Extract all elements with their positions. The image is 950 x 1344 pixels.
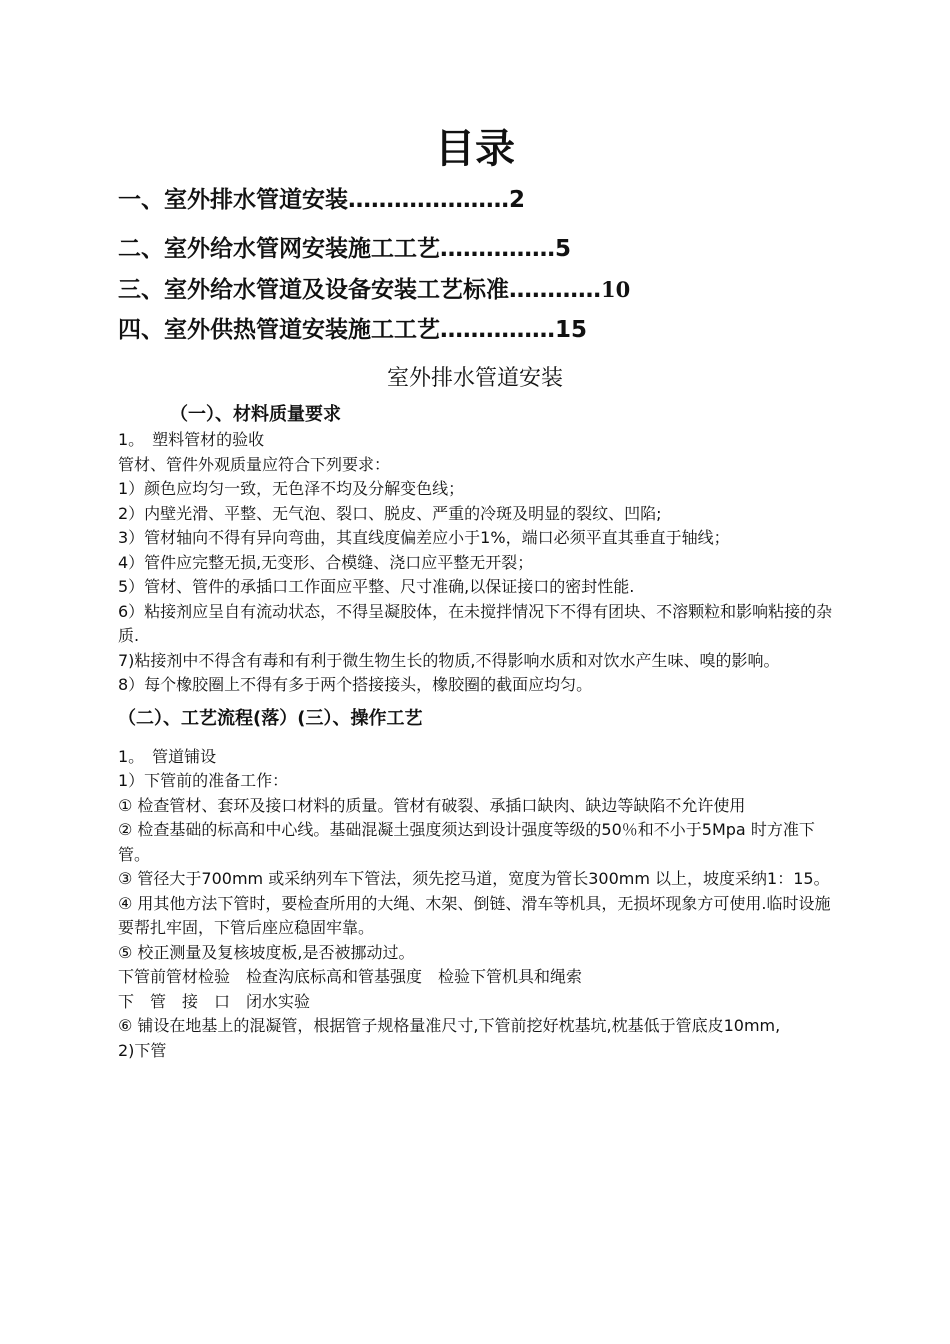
paragraph: ② 检查基础的标高和中心线。基础混凝土强度须达到设计强度等级的50％和不小于5Mpa 时方准下管。: [118, 820, 815, 864]
toc-item-page: 5: [555, 236, 572, 262]
paragraph: 1）颜色应均匀一致，无色泽不均及分解变色线；: [118, 479, 465, 498]
toc-item-dots: …………………: [348, 187, 509, 213]
paragraph: 7)粘接剂中不得含有毒和有利于微生物生长的物质,不得影响水质和对饮水产生味、嗅的影响。: [118, 650, 780, 670]
toc-item-page: 15: [555, 317, 588, 343]
paragraph: 2)下管: [118, 1040, 167, 1060]
toc-item-page: 2: [509, 187, 526, 213]
paragraph: 4）管件应完整无损,无变形、合模缝、浇口应平整无开裂；: [118, 552, 534, 572]
toc-item-label: 三、室外给水管道及设备安装工艺标准: [118, 277, 509, 303]
paragraph: ① 检查管材、套环及接口材料的质量。管材有破裂、承插口缺肉、缺边等缺陷不允许使用: [118, 795, 746, 815]
paragraph: 5）管材、管件的承插口工作面应平整、尺寸准确,以保证接口的密封性能.: [118, 577, 635, 596]
paragraph: ④ 用其他方法下管时，要检查所用的大绳、木架、倒链、滑车等机具，无损坏现象方可使用.临时设施要帮扎牢固，下管后座应稳固牢靠。: [118, 893, 831, 937]
paragraph: 下 管 接 口 闭水实验: [118, 991, 311, 1011]
paragraph: 6）粘接剂应呈自有流动状态，不得呈凝胶体，在未搅拌情况下不得有团块、不溶颗粒和影响粘接的杂质.: [118, 601, 833, 645]
paragraph: 管材、管件外观质量应符合下列要求：: [118, 454, 391, 474]
toc-item: [118, 314, 587, 346]
paragraph: 1）下管前的准备工作：: [118, 771, 289, 790]
toc-item: [118, 233, 571, 265]
paragraph: ⑤ 校正测量及复核坡度板,是否被挪动过。: [118, 942, 415, 962]
toc-item-dots: ……………: [440, 236, 555, 262]
toc-item: [118, 184, 525, 216]
paragraph: 8）每个橡胶圈上不得有多于两个搭接接头，橡胶圈的截面应均匀。: [118, 675, 593, 694]
paragraph: 2）内壁光滑、平整、无气泡、裂口、脱皮、严重的冷斑及明显的裂纹、凹陷;: [118, 503, 662, 523]
toc-title: 目录: [435, 126, 515, 172]
section-body: [118, 428, 838, 1063]
toc-item-dots: …………: [509, 277, 601, 303]
toc-item-label: 四、室外供热管道安装施工工艺: [118, 317, 440, 343]
subsection-heading: （一）、材料质量要求: [170, 404, 341, 425]
paragraph: ⑥ 铺设在地基上的混凝管，根据管子规格量准尺寸,下管前挖好枕基坑,枕基低于管底皮10mm,: [118, 1016, 781, 1035]
paragraph: 下管前管材检验 检查沟底标高和管基强度 检验下管机具和绳索: [118, 967, 583, 986]
subsection-heading: （二）、工艺流程(落）(三）、操作工艺: [118, 707, 423, 729]
paragraph: ③ 管径大于700mm 或采纳列车下管法，须先挖马道，宽度为管长300mm 以上，坡度采纳1：15。: [118, 869, 830, 888]
toc-item-page: 10: [601, 277, 631, 302]
section-title: 室外排水管道安装: [386, 366, 563, 391]
toc-item: [118, 274, 630, 306]
paragraph: 1。 管道铺设: [118, 746, 217, 766]
paragraph: 1。 塑料管材的验收: [118, 430, 265, 449]
toc-item-label: 一、室外排水管道安装: [118, 187, 348, 213]
toc-item-dots: ……………: [440, 317, 555, 343]
paragraph: 3）管材轴向不得有异向弯曲，其直线度偏差应小于1%，端口必须平直其垂直于轴线；: [118, 528, 730, 547]
toc-item-label: 二、室外给水管网安装施工工艺: [118, 236, 440, 262]
